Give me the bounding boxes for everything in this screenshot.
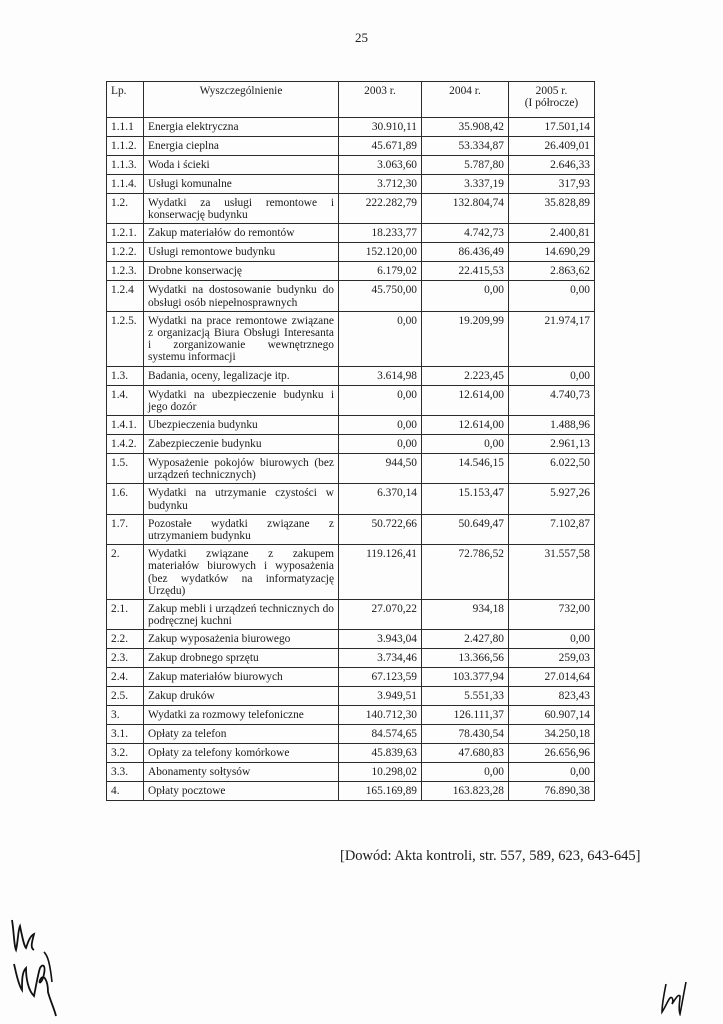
cell-2005: 317,93 (509, 175, 595, 194)
cell-2004: 47.680,83 (422, 744, 509, 763)
cell-2004: 2.223,45 (422, 366, 509, 385)
cell-2004: 13.366,56 (422, 649, 509, 668)
header-2003: 2003 r. (339, 82, 422, 118)
cell-2005: 27.014,64 (509, 668, 595, 687)
expenses-table (106, 81, 595, 801)
table-row (107, 156, 595, 175)
cell-2003: 45.671,89 (339, 137, 422, 156)
table-row (107, 243, 595, 262)
cell-lp: 1.4.1. (107, 416, 144, 435)
table-row (107, 416, 595, 435)
cell-2005: 732,00 (509, 600, 595, 630)
table-header-row (107, 82, 595, 118)
cell-2003: 3.949,51 (339, 687, 422, 706)
table-row (107, 668, 595, 687)
cell-lp: 1.2.4 (107, 281, 144, 311)
cell-lp: 2. (107, 545, 144, 600)
cell-2005: 4.740,73 (509, 385, 595, 415)
cell-2004: 132.804,74 (422, 194, 509, 224)
cell-lp: 2.1. (107, 600, 144, 630)
table-row (107, 194, 595, 224)
cell-lp: 1.5. (107, 454, 144, 484)
cell-lp: 1.3. (107, 366, 144, 385)
cell-2005: 2.400,81 (509, 224, 595, 243)
header-lp: Lp. (107, 82, 144, 118)
cell-2004: 72.786,52 (422, 545, 509, 600)
table-row (107, 744, 595, 763)
table-row (107, 118, 595, 137)
cell-2005: 76.890,38 (509, 782, 595, 801)
cell-2004: 0,00 (422, 435, 509, 454)
table-row (107, 514, 595, 544)
cell-description: Zabezpieczenie budynku (144, 435, 339, 454)
table-row (107, 687, 595, 706)
cell-2004: 53.334,87 (422, 137, 509, 156)
cell-2003: 30.910,11 (339, 118, 422, 137)
cell-lp: 1.1.1 (107, 118, 144, 137)
cell-description: Wydatki związane z zakupem materiałów biurowych i wyposażenia (bez wydatków na informatyzację Urzędu) (144, 545, 339, 600)
cell-description: Energia cieplna (144, 137, 339, 156)
cell-2004: 14.546,15 (422, 454, 509, 484)
cell-lp: 3.1. (107, 725, 144, 744)
table-body (107, 118, 595, 801)
table-row (107, 366, 595, 385)
cell-lp: 1.4.2. (107, 435, 144, 454)
cell-2005: 2.646,33 (509, 156, 595, 175)
cell-2003: 140.712,30 (339, 706, 422, 725)
cell-2005: 0,00 (509, 366, 595, 385)
table-row (107, 763, 595, 782)
table-row (107, 262, 595, 281)
cell-2005: 259,03 (509, 649, 595, 668)
cell-lp: 3. (107, 706, 144, 725)
cell-2005: 2.863,62 (509, 262, 595, 281)
cell-2005: 5.927,26 (509, 484, 595, 514)
cell-2005: 35.828,89 (509, 194, 595, 224)
cell-lp: 1.1.3. (107, 156, 144, 175)
cell-2003: 10.298,02 (339, 763, 422, 782)
header-2005-year: 2005 r. (535, 85, 568, 97)
cell-description: Energia elektryczna (144, 118, 339, 137)
cell-lp: 1.6. (107, 484, 144, 514)
cell-2004: 2.427,80 (422, 630, 509, 649)
cell-2005: 31.557,58 (509, 545, 595, 600)
cell-description: Wydatki na prace remontowe związane z organizacją Biura Obsługi Interesanta i zorganizowanie wewnętrznego systemu informacji (144, 311, 339, 366)
cell-2003: 152.120,00 (339, 243, 422, 262)
cell-2004: 50.649,47 (422, 514, 509, 544)
cell-2005: 34.250,18 (509, 725, 595, 744)
table-row (107, 782, 595, 801)
cell-2004: 163.823,28 (422, 782, 509, 801)
cell-description: Zakup mebli i urządzeń technicznych do podręcznej kuchni (144, 600, 339, 630)
cell-description: Abonamenty sołtysów (144, 763, 339, 782)
table-row (107, 630, 595, 649)
cell-lp: 4. (107, 782, 144, 801)
cell-description: Wydatki za usługi remontowe i konserwację budynku (144, 194, 339, 224)
cell-lp: 1.4. (107, 385, 144, 415)
cell-lp: 1.2.5. (107, 311, 144, 366)
cell-2004: 0,00 (422, 763, 509, 782)
cell-2004: 103.377,94 (422, 668, 509, 687)
cell-2003: 45.750,00 (339, 281, 422, 311)
cell-2003: 3.734,46 (339, 649, 422, 668)
header-2005 (509, 82, 595, 118)
cell-2004: 86.436,49 (422, 243, 509, 262)
cell-2005: 17.501,14 (509, 118, 595, 137)
cell-lp: 1.2.1. (107, 224, 144, 243)
cell-lp: 1.1.4. (107, 175, 144, 194)
cell-2004: 35.908,42 (422, 118, 509, 137)
cell-2003: 944,50 (339, 454, 422, 484)
cell-description: Zakup drobnego sprzętu (144, 649, 339, 668)
table-row (107, 435, 595, 454)
cell-2003: 0,00 (339, 416, 422, 435)
table-row (107, 545, 595, 600)
cell-description: Wydatki na ubezpieczenie budynku i jego dozór (144, 385, 339, 415)
table-row (107, 706, 595, 725)
cell-2003: 67.123,59 (339, 668, 422, 687)
cell-2005: 0,00 (509, 763, 595, 782)
signature-right-icon (660, 980, 690, 1016)
table-row (107, 311, 595, 366)
cell-lp: 3.3. (107, 763, 144, 782)
cell-2003: 0,00 (339, 435, 422, 454)
cell-2003: 0,00 (339, 385, 422, 415)
cell-lp: 1.2. (107, 194, 144, 224)
cell-2004: 15.153,47 (422, 484, 509, 514)
cell-lp: 1.1.2. (107, 137, 144, 156)
table-row (107, 484, 595, 514)
cell-description: Wydatki na dostosowanie budynku do obsługi osób niepełnosprawnych (144, 281, 339, 311)
signature-left-icon (8, 912, 58, 1017)
cell-description: Zakup druków (144, 687, 339, 706)
cell-2004: 12.614,00 (422, 416, 509, 435)
table-row (107, 224, 595, 243)
table-row (107, 281, 595, 311)
cell-2005: 6.022,50 (509, 454, 595, 484)
cell-2005: 823,43 (509, 687, 595, 706)
cell-2005: 1.488,96 (509, 416, 595, 435)
cell-2005: 26.409,01 (509, 137, 595, 156)
cell-description: Zakup materiałów do remontów (144, 224, 339, 243)
table-row (107, 649, 595, 668)
cell-lp: 1.2.2. (107, 243, 144, 262)
cell-description: Wydatki na utrzymanie czystości w budynku (144, 484, 339, 514)
cell-2003: 45.839,63 (339, 744, 422, 763)
cell-2004: 4.742,73 (422, 224, 509, 243)
cell-2004: 126.111,37 (422, 706, 509, 725)
cell-2004: 78.430,54 (422, 725, 509, 744)
cell-2003: 27.070,22 (339, 600, 422, 630)
cell-2003: 50.722,66 (339, 514, 422, 544)
cell-2004: 22.415,53 (422, 262, 509, 281)
cell-2005: 7.102,87 (509, 514, 595, 544)
table-row (107, 137, 595, 156)
header-description: Wyszczególnienie (144, 82, 339, 118)
cell-2004: 12.614,00 (422, 385, 509, 415)
cell-2005: 2.961,13 (509, 435, 595, 454)
cell-lp: 2.3. (107, 649, 144, 668)
cell-lp: 3.2. (107, 744, 144, 763)
cell-description: Wyposażenie pokojów biurowych (bez urządzeń technicznych) (144, 454, 339, 484)
cell-2005: 26.656,96 (509, 744, 595, 763)
cell-2005: 14.690,29 (509, 243, 595, 262)
cell-2003: 84.574,65 (339, 725, 422, 744)
cell-2003: 3.614,98 (339, 366, 422, 385)
cell-2004: 0,00 (422, 281, 509, 311)
cell-2004: 934,18 (422, 600, 509, 630)
cell-description: Ubezpieczenia budynku (144, 416, 339, 435)
cell-lp: 2.5. (107, 687, 144, 706)
cell-2003: 222.282,79 (339, 194, 422, 224)
cell-2004: 19.209,99 (422, 311, 509, 366)
cell-2004: 5.787,80 (422, 156, 509, 175)
table-row (107, 454, 595, 484)
cell-description: Usługi komunalne (144, 175, 339, 194)
cell-2003: 3.063,60 (339, 156, 422, 175)
cell-lp: 2.2. (107, 630, 144, 649)
cell-description: Opłaty za telefony komórkowe (144, 744, 339, 763)
cell-2004: 5.551,33 (422, 687, 509, 706)
page-number: 25 (355, 30, 368, 45)
table-row (107, 175, 595, 194)
header-2004: 2004 r. (422, 82, 509, 118)
cell-description: Badania, oceny, legalizacje itp. (144, 366, 339, 385)
cell-2003: 165.169,89 (339, 782, 422, 801)
cell-lp: 1.7. (107, 514, 144, 544)
cell-2005: 60.907,14 (509, 706, 595, 725)
cell-description: Zakup wyposażenia biurowego (144, 630, 339, 649)
cell-description: Drobne konserwację (144, 262, 339, 281)
cell-description: Zakup materiałów biurowych (144, 668, 339, 687)
cell-2005: 21.974,17 (509, 311, 595, 366)
cell-description: Usługi remontowe budynku (144, 243, 339, 262)
cell-2003: 3.943,04 (339, 630, 422, 649)
cell-description: Woda i ścieki (144, 156, 339, 175)
cell-2003: 6.370,14 (339, 484, 422, 514)
cell-2005: 0,00 (509, 281, 595, 311)
table-row (107, 385, 595, 415)
header-2005-note: (I półrocze) (524, 97, 579, 110)
cell-2003: 18.233,77 (339, 224, 422, 243)
cell-2005: 0,00 (509, 630, 595, 649)
cell-description: Opłaty pocztowe (144, 782, 339, 801)
cell-lp: 2.4. (107, 668, 144, 687)
cell-2003: 6.179,02 (339, 262, 422, 281)
cell-lp: 1.2.3. (107, 262, 144, 281)
evidence-reference: [Dowód: Akta kontroli, str. 557, 589, 623, 643-645] (340, 848, 641, 864)
cell-description: Pozostałe wydatki związane z utrzymaniem budynku (144, 514, 339, 544)
cell-description: Wydatki za rozmowy telefoniczne (144, 706, 339, 725)
cell-2004: 3.337,19 (422, 175, 509, 194)
cell-2003: 119.126,41 (339, 545, 422, 600)
table-row (107, 600, 595, 630)
cell-2003: 3.712,30 (339, 175, 422, 194)
table-row (107, 725, 595, 744)
cell-description: Opłaty za telefon (144, 725, 339, 744)
cell-2003: 0,00 (339, 311, 422, 366)
